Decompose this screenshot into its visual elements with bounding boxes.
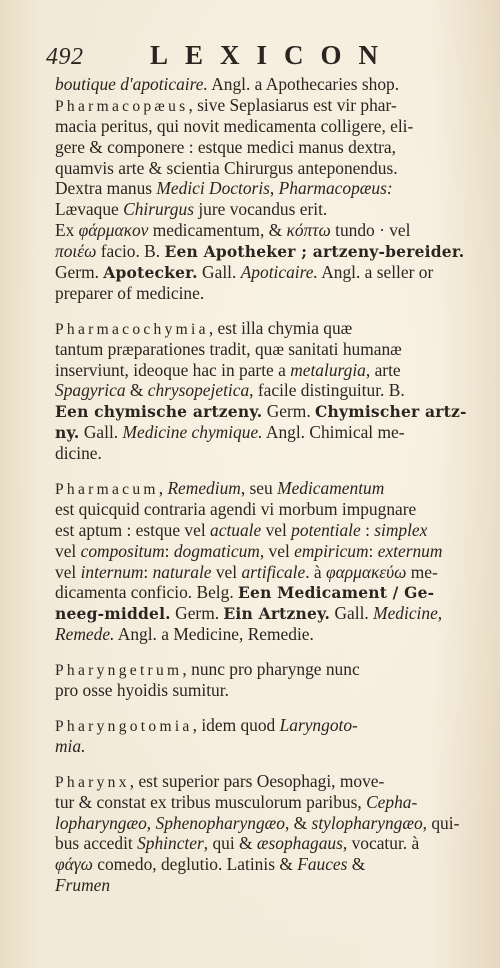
italic-term: artificale: [241, 561, 306, 582]
text-line: [55, 562, 475, 583]
text-run: Germ.: [262, 401, 316, 422]
italic-term: Sphenopharyngæo: [155, 812, 285, 833]
text-run: , &: [284, 812, 312, 833]
blackletter-gloss: neeg-middel.: [55, 604, 171, 624]
text-run: Germ.: [170, 603, 224, 624]
italic-term: metalurgia: [290, 359, 366, 380]
italic-term: Medicine,: [373, 603, 443, 624]
text-run: est aptum : estque vel: [55, 519, 211, 540]
text-run: macia peritus, qui novit medicamenta colligere, eli-: [55, 115, 414, 136]
italic-term: simplex: [374, 519, 428, 540]
running-head: LEXICON: [150, 40, 396, 70]
text-run: tundo · vel: [330, 220, 411, 241]
blackletter-gloss: Apotecker.: [103, 263, 198, 283]
text-line: [55, 422, 475, 443]
text-line: [55, 833, 475, 854]
italic-term: Pharmacopæus:: [278, 178, 393, 199]
italic-term: externum: [377, 540, 443, 561]
text-line: [55, 813, 475, 834]
text-run: , vel: [259, 540, 295, 561]
italic-term: stylopharyngæo: [311, 812, 423, 833]
text-run: Angl. Chimical me-: [262, 422, 405, 443]
text-line: [55, 158, 475, 179]
text-run: :: [368, 540, 378, 561]
italic-term: naturale: [152, 561, 212, 582]
text-line: [55, 283, 475, 304]
text-run: , est illa chymia quæ: [208, 317, 353, 338]
italic-term: internum: [80, 561, 144, 582]
paragraph-spacer: [55, 464, 475, 478]
entry-headword: Pharmacum: [55, 481, 159, 499]
text-run: dicine.: [55, 443, 102, 464]
text-run: bus accedit: [55, 833, 138, 854]
text-line: [55, 541, 475, 562]
text-line: [55, 116, 475, 137]
text-run: Gall.: [79, 422, 123, 443]
italic-term: boutique d'apoticaire.: [55, 74, 208, 94]
text-line: [55, 380, 475, 401]
text-run: ,: [146, 812, 156, 833]
text-line: [55, 499, 475, 520]
paragraph-spacer: [55, 304, 475, 318]
italic-term: Laryngoto-: [279, 714, 358, 735]
italic-term: Chirurgus: [123, 199, 194, 220]
text-line: [55, 582, 475, 603]
text-line: [55, 137, 475, 158]
italic-term: Cepha-: [366, 791, 418, 812]
text-run: jure vocandus erit.: [193, 199, 328, 220]
text-line: [55, 792, 475, 813]
text-line: [55, 74, 475, 95]
italic-term: Remede.: [55, 624, 115, 645]
text-run: Ex: [55, 220, 79, 241]
text-run: , seu: [240, 478, 278, 499]
text-line: [55, 318, 475, 339]
blackletter-gloss: ny.: [55, 423, 80, 443]
lexicon-body-text: [55, 74, 475, 896]
blackletter-gloss: Chymischer artz-: [315, 402, 467, 422]
page-header: [40, 38, 480, 78]
text-line: [55, 478, 475, 499]
text-run: :: [164, 540, 174, 561]
text-line: [55, 603, 475, 624]
text-line: [55, 520, 475, 541]
text-line: [55, 241, 475, 262]
italic-term: æsophagaus: [256, 833, 343, 854]
text-run: dicamenta conficio. Belg.: [55, 582, 239, 603]
italic-term: φάγω: [55, 854, 93, 875]
text-run: vel: [55, 540, 81, 561]
text-line: [55, 659, 475, 680]
italic-term: Frumen: [55, 875, 111, 896]
italic-term: actuale: [210, 519, 262, 540]
text-line: [55, 401, 475, 422]
italic-term: Fauces: [297, 854, 348, 875]
text-run: , idem quod: [192, 714, 280, 735]
entry-headword: Pharynx: [55, 773, 130, 791]
italic-term: ποιέω: [55, 241, 97, 262]
text-line: [55, 178, 475, 199]
italic-term: Medici Doctoris: [156, 178, 270, 199]
text-run: ,: [269, 178, 279, 199]
text-run: Gall.: [330, 603, 374, 624]
text-run: , nunc pro pharynge nunc: [182, 659, 360, 680]
italic-term: φαρμακεύω: [326, 561, 407, 582]
text-run: , vocatur. à: [342, 833, 420, 854]
text-run: Angl. a Medicine, Remedie.: [114, 624, 314, 645]
blackletter-gloss: Een chymische artzeny.: [55, 402, 263, 422]
entry-headword: Pharmacochymia: [55, 320, 209, 338]
text-run: Germ.: [55, 262, 104, 283]
text-line: [55, 360, 475, 381]
text-line: [55, 339, 475, 360]
text-run: pro osse hyoidis sumitur.: [55, 680, 229, 701]
text-run: &: [347, 854, 366, 875]
italic-term: Medicamentum: [277, 478, 385, 499]
text-run: :: [360, 519, 375, 540]
italic-term: Medicine chymique.: [122, 422, 263, 443]
italic-term: dogmaticum: [173, 540, 260, 561]
italic-term: Apoticaire.: [240, 262, 318, 283]
italic-term: chrysopejetica: [147, 380, 250, 401]
text-line: [55, 680, 475, 701]
text-run: tur & constat ex tribus musculorum paribus,: [55, 791, 367, 812]
text-run: . à: [305, 561, 326, 582]
text-run: Angl. a seller or: [317, 262, 434, 283]
italic-term: empiricum: [294, 540, 369, 561]
text-run: me-: [406, 561, 438, 582]
text-run: medicamentum, &: [148, 220, 287, 241]
paragraph-spacer: [55, 701, 475, 715]
italic-term: mia.: [55, 735, 86, 756]
italic-term: compositum: [80, 540, 165, 561]
entry-headword: Pharyngetrum: [55, 662, 183, 680]
text-run: , qui-: [422, 812, 460, 833]
text-run: vel: [211, 561, 242, 582]
italic-term: Spagyrica: [55, 380, 126, 401]
italic-term: φάρμακον: [78, 220, 149, 241]
paragraph-spacer: [55, 757, 475, 771]
text-run: ,: [158, 478, 168, 499]
text-line: [55, 220, 475, 241]
blackletter-gloss: Ein Artzney.: [223, 604, 331, 624]
text-run: Lævaque: [55, 199, 124, 220]
entry-headword: Pharyngotomia: [55, 717, 193, 735]
blackletter-gloss: Een Apotheker ; artzeny-bereider.: [164, 242, 465, 262]
text-run: tantum præparationes tradit, quæ sanitati humanæ: [55, 338, 402, 359]
text-run: est quicquid contraria agendi vi morbum impugnare: [55, 498, 417, 519]
text-line: [55, 736, 475, 757]
text-line: [55, 443, 475, 464]
text-run: Dextra manus: [55, 178, 157, 199]
text-run: , sive Seplasiarus est vir phar-: [188, 94, 397, 115]
italic-term: κόπτω: [286, 220, 331, 241]
text-line: [55, 875, 475, 896]
text-run: Gall.: [197, 262, 241, 283]
text-run: , arte: [365, 359, 401, 380]
page-number: 492: [46, 44, 84, 70]
italic-term: Remedium: [167, 478, 241, 499]
italic-term: Sphincter: [137, 833, 204, 854]
text-run: :: [143, 561, 153, 582]
text-run: preparer of medicine.: [55, 282, 205, 303]
text-run: , est superior pars Oesophagi, move-: [129, 770, 385, 791]
paragraph-spacer: [55, 645, 475, 659]
text-line: [55, 771, 475, 792]
text-run: facio. B.: [96, 241, 165, 262]
text-line: [55, 95, 475, 116]
text-run: inserviunt, ideoque hac in parte a: [55, 359, 291, 380]
text-line: [55, 199, 475, 220]
text-run: , qui &: [203, 833, 257, 854]
text-run: gere & componere : estque medici manus dextra,: [55, 136, 396, 157]
text-line: [55, 715, 475, 736]
entry-headword: Pharmacopæus: [55, 97, 189, 115]
italic-term: potentiale: [291, 519, 361, 540]
text-run: vel: [55, 561, 81, 582]
text-run: vel: [261, 519, 292, 540]
text-line: [55, 854, 475, 875]
text-line: [55, 262, 475, 283]
blackletter-gloss: Een Medicament / Ge-: [238, 583, 435, 603]
text-run: Angl. a Apothecaries shop.: [207, 74, 400, 94]
text-run: , facile distinguitur. B.: [249, 380, 405, 401]
text-line: [55, 624, 475, 645]
text-run: comedo, deglutio. Latinis &: [92, 854, 298, 875]
text-run: &: [125, 380, 148, 401]
italic-term: lopharyngæo: [55, 812, 147, 833]
text-run: quamvis arte & scientia Chirurgus anteponendus.: [55, 157, 398, 178]
